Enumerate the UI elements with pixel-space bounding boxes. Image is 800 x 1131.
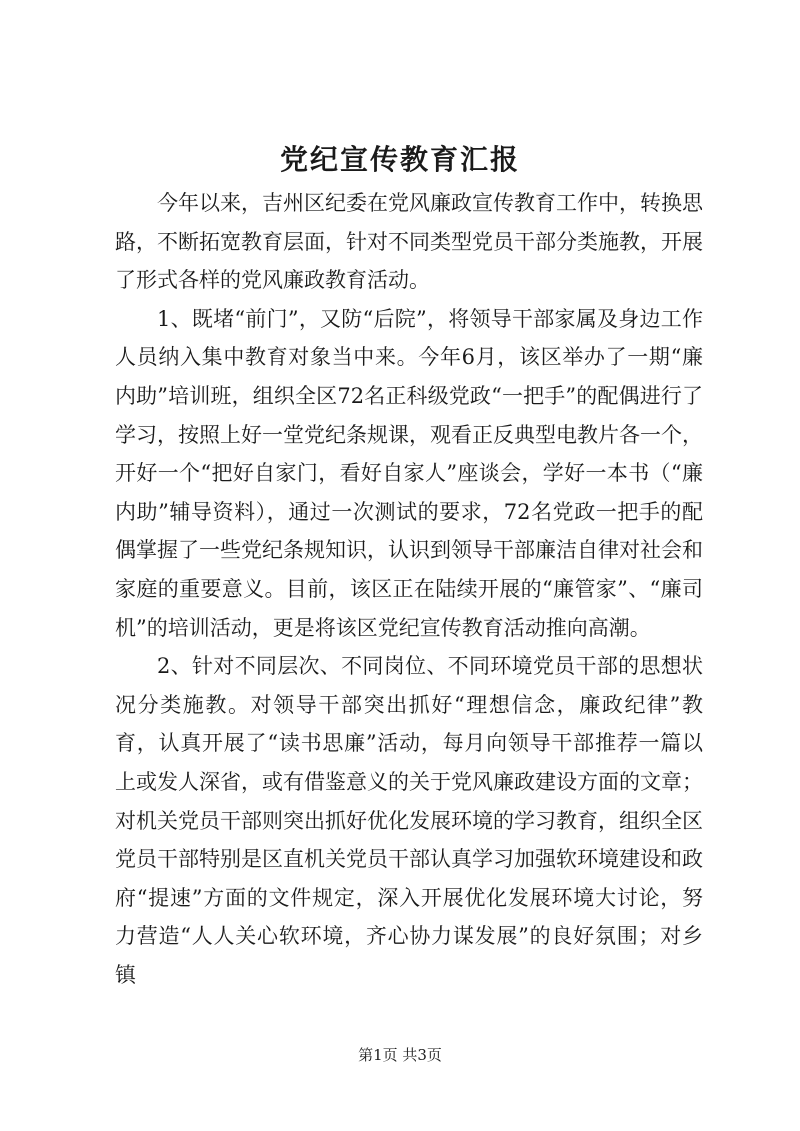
paragraph-intro: 今年以来，吉州区纪委在党风廉政宣传教育工作中，转换思路，不断拓宽教育层面，针对不同类型党员干部分类施教，开展了形式各样的党风廉政教育活动。 [115, 191, 703, 293]
paragraph-item-2: 2、针对不同层次、不同岗位、不同环境党员干部的思想状况分类施教。对领导干部突出抓好“理想信念，廉政纪律”教育，认真开展了“读书思廉”活动，每月向领导干部推荐一篇以上或发人深省，或有借鉴意义的关于党风廉政建设方面的文章；对机关党员干部则突出抓好优化发展环境的学习教育，组织全区党员干部特别是区直机关党员干部认真学习加强软环境建设和政府“提速”方面的文件规定，深入开展优化发展环境大讨论，努力营造“人人关心软环境，齐心协力谋发展”的良好氛围；对乡镇 [115, 654, 703, 987]
document-body [115, 184, 703, 994]
document-title: 党纪宣传教育汇报 [279, 143, 520, 176]
paragraph-item-1: 1、既堵“前门”，又防“后院”，将领导干部家属及身边工作人员纳入集中教育对象当中来。今年6月，该区举办了一期“廉内助”培训班，组织全区72名正科级党政“一把手”的配偶进行了学习，按照上好一堂党纪条规课，观看正反典型电教片各一个，开好一个“把好自家门，看好自家人”座谈会，学好一本书（“廉内助”辅导资料），通过一次测试的要求，72名党政一把手的配偶掌握了一些党纪条规知识，认识到领导干部廉洁自律对社会和家庭的重要意义。目前，该区正在陆续开展的“廉管家”、“廉司机”的培训活动，更是将该区党纪宣传教育活动推向高潮。 [115, 306, 703, 640]
page-number-footer: 第1页 共3页 [358, 1046, 442, 1064]
